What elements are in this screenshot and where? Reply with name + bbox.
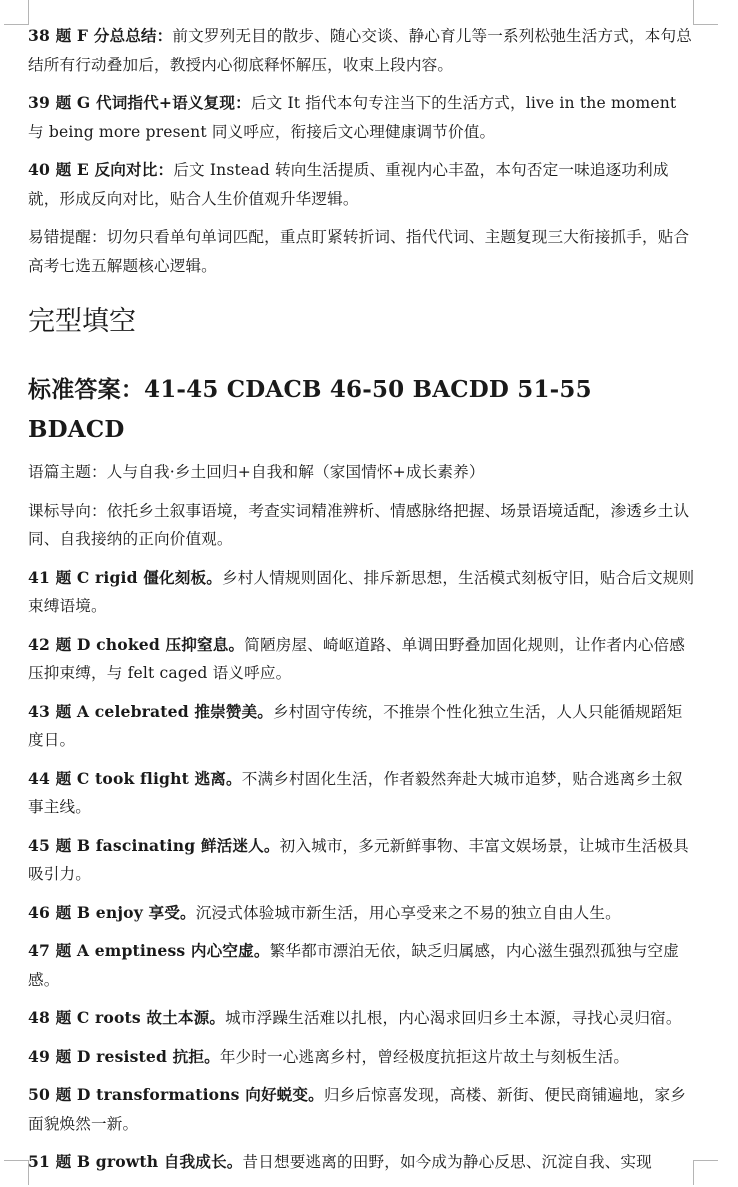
qxw-label: 40 题 E 反向对比：: [28, 160, 174, 179]
cloze-head: 44 题 C took flight 逃离。: [28, 768, 242, 788]
passage-theme: 语篇主题：人与自我·乡土回归+自我和解（家国情怀+成长素养）: [28, 463, 485, 481]
cloze-text: 城市浮躁生活难以扎根，内心渴求回归乡土本源，寻找心灵归宿。: [225, 1009, 682, 1027]
crop-mark-bottom-right: [693, 1160, 718, 1185]
cloze-item-51: [28, 1148, 696, 1177]
crop-mark-bottom-left: [4, 1160, 29, 1185]
section-title: 完型填空: [28, 306, 136, 337]
cloze-head: 51 题 B growth 自我成长。: [28, 1152, 243, 1171]
crop-mark-top-left: [4, 0, 29, 25]
cloze-head: 45 题 B fascinating 鲜活迷人。: [28, 835, 280, 855]
qxw-text: 后文 It 指代本句专注当下的生活方式，live in the moment 与 being more present 同义呼应，衔接后文心理健康调节价值。: [28, 94, 677, 141]
cloze-item-45: [28, 832, 696, 889]
cloze-head: 47 题 A emptiness 内心空虚。: [28, 941, 270, 960]
cloze-text: 繁华都市漂泊无依，缺乏归属感，内心滋生强烈孤独与空虚感。: [28, 942, 679, 989]
cloze-head: 41 题 C rigid 僵化刻板。: [28, 567, 222, 587]
cloze-item-44: [28, 765, 696, 822]
cloze-item-41: [28, 564, 696, 621]
cloze-head: 49 题 D resisted 抗拒。: [28, 1046, 220, 1066]
cloze-item-50: [28, 1081, 696, 1138]
cloze-head: 43 题 A celebrated 推崇赞美。: [28, 701, 274, 721]
cloze-item-47: [28, 937, 696, 994]
qxw-item-39: [28, 89, 696, 146]
qxw-label: 38 题 F 分总总结：: [28, 26, 173, 45]
cloze-text: 简陋房屋、崎岖道路、单调田野叠加固化规则，让作者内心倍感压抑束缚，与 felt caged 语义呼应。: [28, 635, 686, 682]
cloze-text: 沉浸式体验城市新生活，用心享受来之不易的独立自由人生。: [195, 903, 621, 922]
qxw-item-38: [28, 22, 696, 79]
crop-mark-top-right: [693, 0, 718, 25]
cloze-head: 48 题 C roots 故土本源。: [28, 1008, 226, 1027]
cloze-item-49: [28, 1043, 696, 1072]
cloze-item-43: [28, 698, 696, 755]
cloze-item-42: [28, 631, 696, 688]
cloze-head: 42 题 D choked 压抑窒息。: [28, 634, 245, 654]
cloze-item-46: [28, 899, 696, 928]
cloze-text: 年少时一心逃离乡村，曾经极度抗拒这片故土与刻板生活。: [219, 1047, 630, 1066]
cloze-text: 归乡后惊喜发现，高楼、新街、便民商铺遍地，家乡面貌焕然一新。: [28, 1086, 687, 1133]
cloze-head: 46 题 B enjoy 享受。: [28, 902, 196, 922]
cloze-text: 乡村固守传统，不推崇个性化独立生活，人人只能循规蹈矩度日。: [28, 702, 683, 749]
cloze-item-48: [28, 1004, 696, 1033]
document-body: [28, 22, 696, 1187]
qxw-label: 39 题 G 代词指代+语义复现：: [28, 93, 251, 112]
error-tip: 易错提醒：切勿只看单句单词匹配，重点盯紧转折词、指代代词、主题复现三大衔接抓手，贴合高考七选五解题核心逻辑。: [28, 228, 690, 275]
answer-heading: 标准答案：41-45 CDACB 46-50 BACDD 51-55 BDACD: [28, 376, 592, 443]
cloze-head: 50 题 D transformations 向好蜕变。: [28, 1085, 324, 1104]
qxw-text: 后文 Instead 转向生活提质、重视内心丰盈，本句否定一味追逐功利成就，形成反向对比，贴合人生价值观升华逻辑。: [28, 161, 669, 208]
cloze-text: 昔日想要逃离的田野，如今成为静心反思、沉淀自我、实现: [242, 1153, 652, 1171]
curriculum-guide: 课标导向：依托乡土叙事语境，考查实词精准辨析、情感脉络把握、场景语境适配，渗透乡土认同、自我接纳的正向价值观。: [28, 501, 690, 548]
cloze-text: 乡村人情规则固化、排斥新思想，生活模式刻板守旧，贴合后文规则束缚语境。: [28, 568, 695, 615]
qxw-item-40: [28, 156, 696, 213]
cloze-text: 不满乡村固化生活，作者毅然奔赴大城市追梦，贴合逃离乡土叙事主线。: [28, 769, 683, 816]
qxw-text: 前文罗列无目的散步、随心交谈、静心育儿等一系列松弛生活方式，本句总结所有行动叠加后，教授内心彻底释怀解压，收束上段内容。: [28, 27, 692, 74]
cloze-text: 初入城市，多元新鲜事物、丰富文娱场景，让城市生活极具吸引力。: [28, 836, 689, 883]
